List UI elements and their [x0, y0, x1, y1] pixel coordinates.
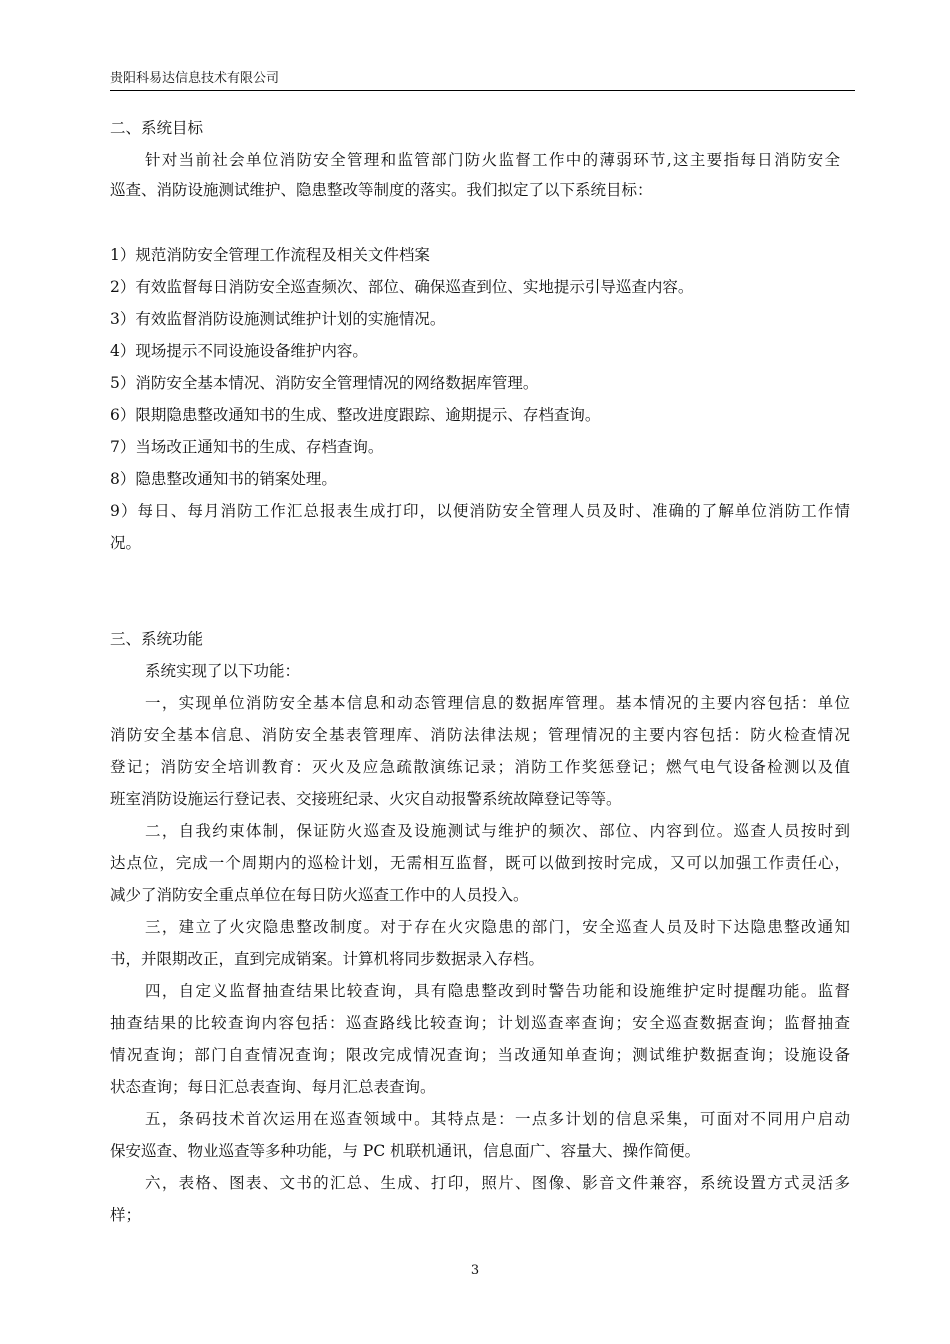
paragraph-line: 减少了消防安全重点单位在每日防火巡查工作中的人员投入。	[110, 886, 529, 904]
paragraph-line: 五，条码技术首次运用在巡查领域中。其特点是：一点多计划的信息采集，可面对不同用户启动	[145, 1110, 850, 1128]
paragraph-line: 针对当前社会单位消防安全管理和监管部门防火监督工作中的薄弱环节,这主要指每日消防安全	[145, 151, 840, 169]
paragraph-line: 状态查询；每日汇总表查询、每月汇总表查询。	[110, 1078, 436, 1096]
list-item: 5）消防安全基本情况、消防安全管理情况的网络数据库管理。	[110, 374, 539, 392]
paragraph-line: 书，并限期改正，直到完成销案。计算机将同步数据录入存档。	[110, 950, 545, 968]
list-item: 1）规范消防安全管理工作流程及相关文件档案	[110, 246, 430, 264]
paragraph-line: 三，建立了火灾隐患整改制度。对于存在火灾隐患的部门，安全巡查人员及时下达隐患整改通知	[145, 918, 850, 936]
paragraph-line: 六，表格、图表、文书的汇总、生成、打印，照片、图像、影音文件兼容，系统设置方式灵活多	[145, 1174, 850, 1192]
paragraph-line: 达点位，完成一个周期内的巡检计划，无需相互监督，既可以做到按时完成，又可以加强工作责任心，	[110, 854, 850, 872]
list-item: 况。	[110, 534, 142, 552]
paragraph-line: 巡查、消防设施测试维护、隐患整改等制度的落实。我们拟定了以下系统目标：	[110, 181, 653, 199]
page-number: 3	[470, 1263, 480, 1278]
company-name: 贵阳科易达信息技术有限公司	[110, 71, 280, 86]
paragraph-line: 一，实现单位消防安全基本信息和动态管理信息的数据库管理。基本情况的主要内容包括：单位	[145, 694, 850, 712]
paragraph-line: 情况查询；部门自查情况查询；限改完成情况查询；当改通知单查询；测试维护数据查询；设施设备	[110, 1046, 850, 1064]
paragraph-line: 二，自我约束体制，保证防火巡查及设施测试与维护的频次、部位、内容到位。巡查人员按时到	[145, 822, 850, 840]
section-title: 二、系统目标	[110, 119, 204, 137]
paragraph-line: 抽查结果的比较查询内容包括：巡查路线比较查询；计划巡查率查询；安全巡查数据查询；监督抽查	[110, 1014, 850, 1032]
paragraph-line: 保安巡查、物业巡查等多种功能，与 PC 机联机通讯，信息面广、容量大、操作简便。	[110, 1142, 701, 1160]
list-item: 6）限期隐患整改通知书的生成、整改进度跟踪、逾期提示、存档查询。	[110, 406, 601, 424]
paragraph-line: 登记；消防安全培训教育：灭火及应急疏散演练记录；消防工作奖惩登记；燃气电气设备检测以及值	[110, 758, 850, 776]
paragraph-line: 班室消防设施运行登记表、交接班纪录、火灾自动报警系统故障登记等等。	[110, 790, 622, 808]
list-item: 3）有效监督消防设施测试维护计划的实施情况。	[110, 310, 446, 328]
list-item: 7）当场改正通知书的生成、存档查询。	[110, 438, 384, 456]
list-item: 4）现场提示不同设施设备维护内容。	[110, 342, 368, 360]
section-title: 三、系统功能	[110, 630, 204, 648]
list-item: 2）有效监督每日消防安全巡查频次、部位、确保巡查到位、实地提示引导巡查内容。	[110, 278, 694, 296]
paragraph-line: 四，自定义监督抽查结果比较查询，具有隐患整改到时警告功能和设施维护定时提醒功能。监督	[145, 982, 850, 1000]
paragraph-line: 消防安全基本信息、消防安全基表管理库、消防法律法规；管理情况的主要内容包括：防火检查情况	[110, 726, 850, 744]
paragraph-line: 样；	[110, 1206, 142, 1224]
list-item: 8）隐患整改通知书的销案处理。	[110, 470, 337, 488]
page-header	[110, 70, 855, 91]
list-item: 9）每日、每月消防工作汇总报表生成打印，以便消防安全管理人员及时、准确的了解单位消防工作情	[110, 502, 850, 520]
paragraph-line: 系统实现了以下功能：	[145, 662, 301, 680]
